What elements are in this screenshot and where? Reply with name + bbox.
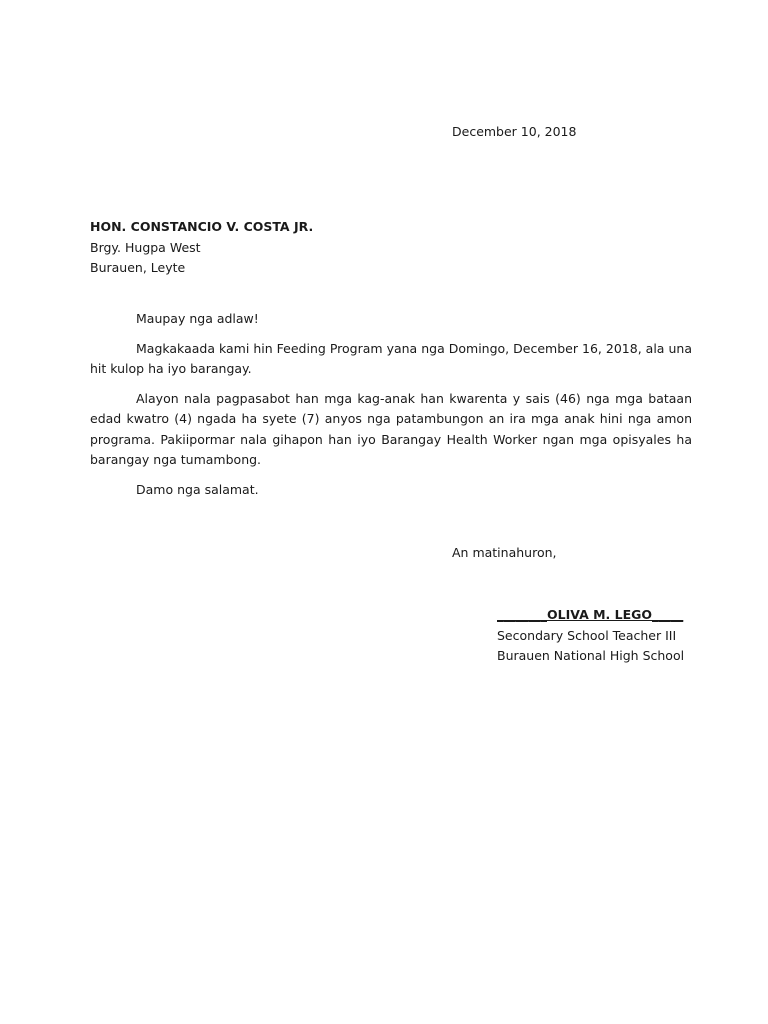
recipient-address-line1: Brgy. Hugpa West xyxy=(90,239,201,255)
signature-block xyxy=(497,605,684,667)
signer-title: Secondary School Teacher III xyxy=(497,627,677,643)
complimentary-closing: An matinahuron, xyxy=(452,545,557,560)
recipient-block xyxy=(90,217,313,279)
thanks-paragraph: Damo nga salamat. xyxy=(136,481,259,497)
recipient-address-line2: Burauen, Leyte xyxy=(90,260,186,275)
signer-school: Burauen National High School xyxy=(497,648,685,663)
signer-name: ________OLIVA M. LEGO_____ xyxy=(497,607,684,622)
recipient-name: HON. CONSTANCIO V. COSTA JR. xyxy=(90,219,314,234)
greeting-paragraph: Maupay nga adlaw! xyxy=(136,311,259,326)
body-paragraph-1: Magkakaada kami hin Feeding Program yana nga Domingo, December 16, 2018, ala una hit kulop ha iyo barangay. xyxy=(90,340,692,376)
letter-date: December 10, 2018 xyxy=(452,124,577,139)
letter-body xyxy=(90,309,692,509)
body-paragraph-2: Alayon nala pagpasabot han mga kag-anak han kwarenta y sais (46) nga mga bataan edad kwatro (4) ngada ha syete (7) anyos nga patambungon an ira mga anak hini nga amon programa. Pakiipormar nala gihapon han iyo Barangay Health Worker ngan mga opisyales ha barangay nga tumambong. xyxy=(90,390,692,467)
